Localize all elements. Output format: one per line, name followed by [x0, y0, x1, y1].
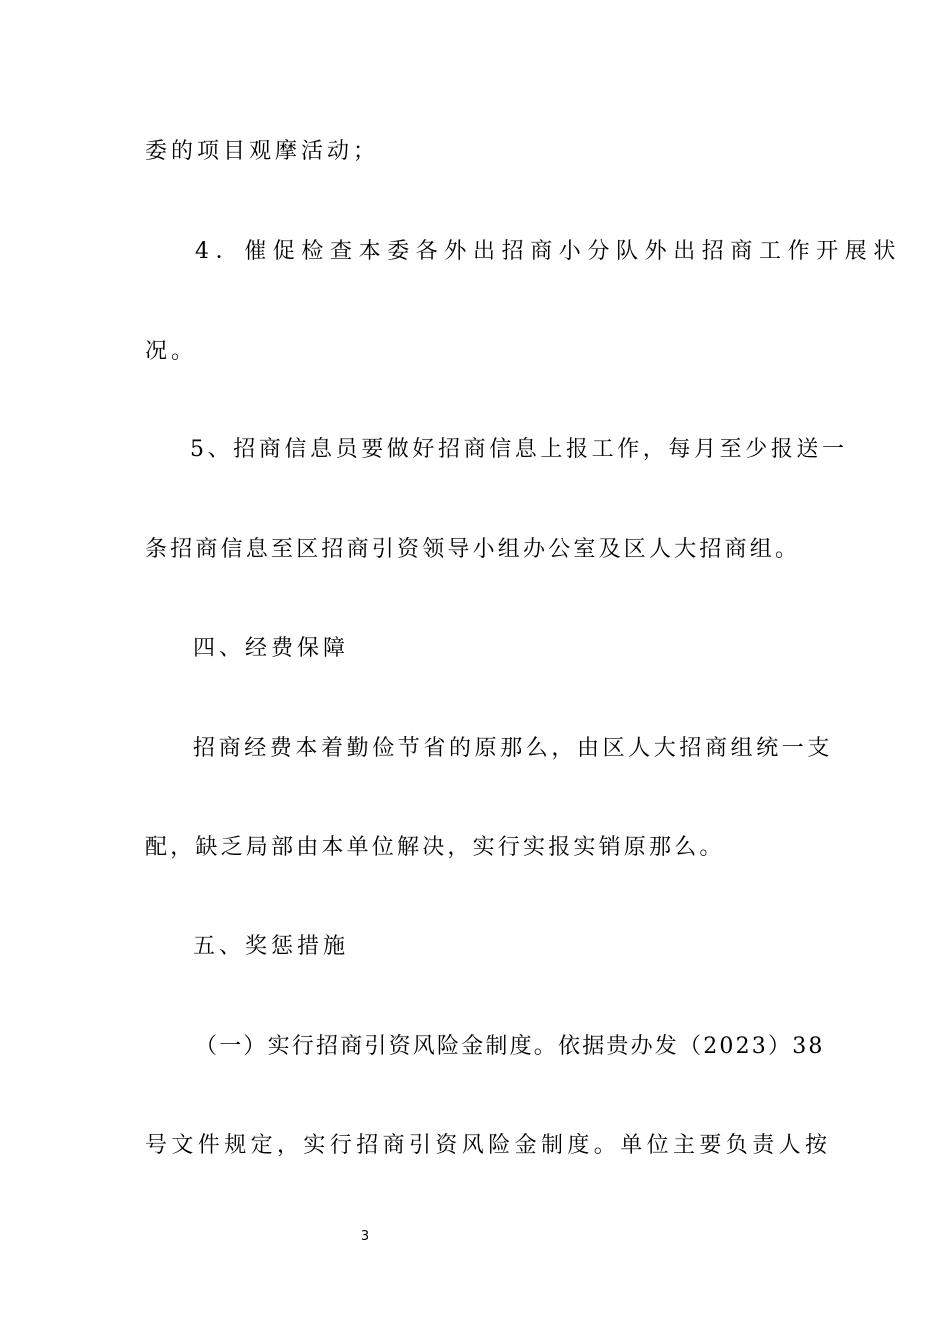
- subsection-item-1: （一）实行招商引资风险金制度。依据贵办发（2023）38: [195, 1034, 825, 1059]
- section-heading-funding: 四、经费保障: [193, 636, 350, 661]
- body-text-line: 号文件规定，实行招商引资风险金制度。单位主要负责人按: [145, 1133, 832, 1158]
- list-item-4: 4．催促检查本委各外出招商小分队外出招商工作开展状: [195, 239, 902, 264]
- list-item-5: 5、招商信息员要做好招商信息上报工作，每月至少报送一: [190, 437, 848, 462]
- body-text-line: 况。: [145, 339, 198, 364]
- body-text-line: 配，缺乏局部由本单位解决，实行实报实销原那么。: [145, 835, 725, 860]
- body-text-line: 条招商信息至区招商引资领导小组办公室及区人大招商组。: [145, 537, 801, 562]
- body-text-line: 招商经费本着勤俭节省的原那么，由区人大招商组统一支: [193, 736, 834, 761]
- body-text-line: 委的项目观摩活动；: [145, 139, 380, 164]
- page-number: 3: [360, 1229, 370, 1244]
- section-heading-rewards: 五、奖惩措施: [193, 934, 350, 959]
